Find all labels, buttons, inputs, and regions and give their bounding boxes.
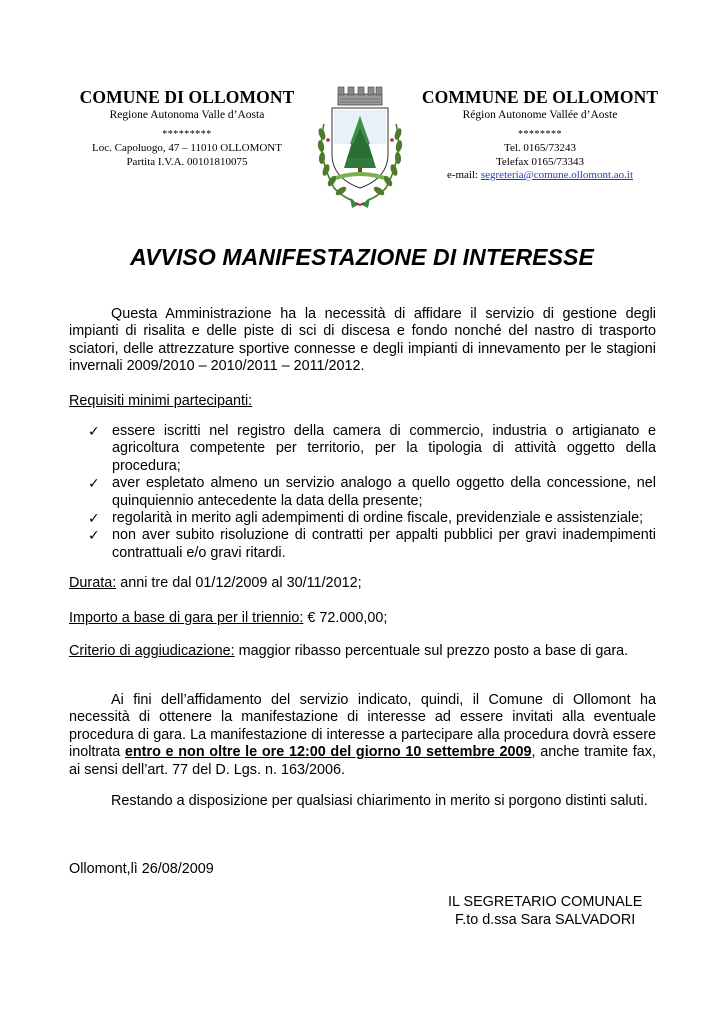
place-date: Ollomont,lì 26/08/2009 xyxy=(69,861,214,877)
list-item-text: non aver subito risoluzione di contratti per appalti pubblici per gravi inadempimenti contrattuali e/o gravi ritardi. xyxy=(112,527,656,561)
header-left-address: Loc. Capoluogo, 47 – 11010 OLLOMONT xyxy=(92,142,282,154)
amount-line xyxy=(69,610,656,627)
header-right-tel: Tel. 0165/73243 xyxy=(504,142,576,154)
intro-paragraph: Questa Amministrazione ha la necessità di affidare il servizio di gestione degli impianti di risalita e delle piste di sci di discesa e fondo nonché del nastro di trasporto sciatori, delle attrezzature sportive connesse e degli impianti di innevamento per le stagioni invernali 2009/2010 – 2010/2011 – 2011/2012. xyxy=(69,306,656,375)
list-item xyxy=(69,527,656,562)
amount-label: Importo a base di gara per il triennio: xyxy=(69,610,304,626)
signature-role: IL SEGRETARIO COMUNALE xyxy=(448,894,643,910)
email-label: e-mail: xyxy=(446,169,481,181)
duration-label: Durata: xyxy=(69,575,117,591)
crown-icon xyxy=(338,87,382,105)
checkmark-icon: ✓ xyxy=(88,527,100,544)
header-left-vat: Partita I.V.A. 00101810075 xyxy=(126,155,248,168)
signature-name: F.to d.ssa Sara SALVADORI xyxy=(455,912,636,928)
document-title: AVVISO MANIFESTAZIONE DI INTERESSE xyxy=(130,244,594,270)
duration-line xyxy=(69,575,656,592)
deadline-paragraph-start: Ai fini dell’affidamento del servizio indicato, quindi, il Comune di Ollomont ha necessità di ottenere la manifestazione di interesse ad essere invitati alla eventuale procedura di gara. La manifestazione di interesse a partecipare alla procedura dovrà essere inoltrata xyxy=(69,692,656,761)
header-left-region: Regione Autonoma Valle d’Aosta xyxy=(109,109,265,121)
header-left xyxy=(62,86,312,169)
duration-value: anni tre dal 01/12/2009 al 30/11/2012; xyxy=(116,575,362,591)
header-left-separator: ********* xyxy=(162,129,212,140)
list-item xyxy=(69,510,656,527)
header-right-email-line xyxy=(405,169,675,183)
list-item-text: regolarità in merito agli adempimenti di ordine fiscale, previdenziale e assistenziale; xyxy=(112,510,644,527)
criterion-label: Criterio di aggiudicazione: xyxy=(69,643,235,659)
checkmark-icon: ✓ xyxy=(88,510,100,527)
deadline-paragraph-end: , anche tramite fax, ai sensi dell’art. 77 del D. Lgs. n. 163/2006. xyxy=(69,744,656,778)
criterion-value: maggior ribasso percentuale sul prezzo posto a base di gara. xyxy=(234,643,629,659)
requirements-heading-text: Requisiti minimi partecipanti: xyxy=(69,393,253,409)
requirements-list xyxy=(69,423,656,562)
tricolor-ribbon-icon xyxy=(350,198,370,208)
list-item xyxy=(69,423,656,475)
list-item-text: essere iscritti nel registro della camera di commercio, industria o artigianato e agricoltura competente per territorio, per la tipologia di attività oggetto della procedura; xyxy=(112,423,656,474)
header-right-fax: Telefax 0165/73343 xyxy=(495,155,585,168)
list-item-text: aver espletato almeno un servizio analogo a quello oggetto della concessione, nel quinquiennio antecedente la data della presente; xyxy=(112,475,656,509)
header-left-title: COMUNE DI OLLOMONT xyxy=(79,87,295,107)
header-right-title: COMMUNE DE OLLOMONT xyxy=(421,87,659,107)
checkmark-icon: ✓ xyxy=(88,423,100,439)
criterion-line xyxy=(69,643,656,660)
email-link[interactable]: segreteria@comune.ollomont.ao.it xyxy=(480,169,634,181)
deadline-paragraph xyxy=(69,692,656,779)
header-right-separator: ******** xyxy=(518,129,562,140)
checkmark-icon: ✓ xyxy=(88,475,100,492)
signature-block xyxy=(448,893,668,929)
list-item xyxy=(69,475,656,510)
municipal-coat-of-arms-icon xyxy=(310,84,410,212)
deadline-text: entro e non oltre le ore 12:00 del giorno 10 settembre 2009 xyxy=(124,744,532,761)
amount-value: € 72.000,00; xyxy=(303,610,388,626)
closing-paragraph: Restando a disposizione per qualsiasi chiarimento in merito si porgono distinti saluti. xyxy=(111,793,648,809)
requirements-heading xyxy=(69,393,656,410)
header-right-region: Région Autonome Vallée d’Aoste xyxy=(462,109,618,121)
header-right xyxy=(405,86,675,183)
